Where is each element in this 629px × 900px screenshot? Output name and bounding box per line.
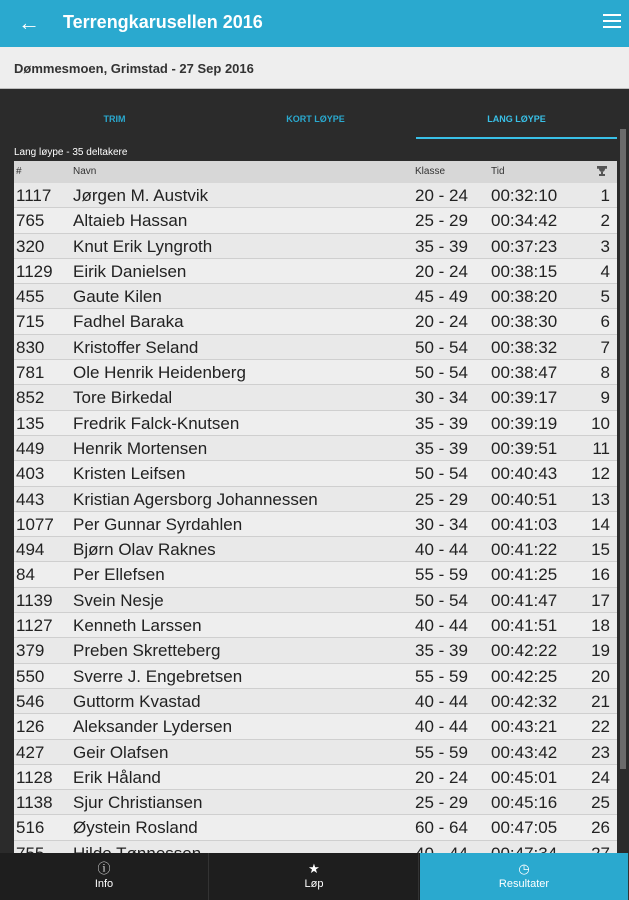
- table-row[interactable]: [14, 183, 617, 208]
- cell-name: Sjur Christiansen: [73, 793, 203, 813]
- cell-name: Erik Håland: [73, 767, 161, 787]
- cell-time: 00:41:22: [491, 540, 558, 560]
- cell-name: Sverre J. Engebretsen: [73, 666, 243, 686]
- cell-time: 00:42:25: [491, 666, 558, 686]
- cell-time: 00:43:21: [491, 717, 558, 737]
- cell-time: 00:37:23: [491, 236, 558, 256]
- cell-position: 1: [600, 186, 610, 205]
- cell-class: 50 - 54: [415, 337, 468, 357]
- cell-class: 50 - 54: [415, 363, 468, 383]
- cell-position: 25: [591, 793, 610, 813]
- cell-class: 25 - 29: [415, 793, 468, 813]
- cell-name: Kenneth Larssen: [73, 616, 202, 636]
- cell-number: 1129: [16, 261, 53, 281]
- app-bar: [0, 0, 629, 47]
- cell-number: 443: [16, 489, 45, 509]
- cell-position: 26: [591, 818, 610, 838]
- cell-number: 550: [16, 666, 45, 686]
- cell-name: Fadhel Baraka: [73, 312, 184, 332]
- cell-position: 3: [600, 236, 610, 256]
- header-time: Tid: [491, 166, 505, 177]
- cell-class: 20 - 24: [415, 767, 468, 787]
- cell-position: 4: [600, 261, 610, 281]
- clock-icon: ◷: [518, 861, 530, 876]
- cell-number: 1127: [16, 616, 53, 636]
- cell-time: 00:39:19: [491, 413, 558, 433]
- cell-position: 13: [591, 489, 610, 509]
- cell-position: 8: [600, 363, 610, 383]
- menu-icon[interactable]: [603, 14, 621, 32]
- info-icon: ⓘ: [97, 861, 111, 876]
- nav-info-label: Info: [94, 878, 114, 890]
- cell-position: 24: [591, 767, 610, 787]
- cell-class: 55 - 59: [415, 565, 468, 585]
- cell-name: Fredrik Falck-Knutsen: [73, 413, 240, 433]
- cell-name: Jørgen M. Austvik: [73, 186, 209, 205]
- table-row[interactable]: [14, 436, 617, 461]
- cell-name: Tore Birkedal: [73, 388, 173, 408]
- scrollbar[interactable]: [620, 129, 626, 769]
- cell-position: 10: [591, 413, 610, 433]
- cell-name: Guttorm Kvastad: [73, 691, 201, 711]
- cell-class: 35 - 39: [415, 236, 468, 256]
- table-row[interactable]: [14, 487, 617, 512]
- cell-time: 00:42:32: [491, 691, 558, 711]
- cell-position: 11: [592, 438, 610, 458]
- table-row[interactable]: [14, 284, 617, 309]
- cell-name: Geir Olafsen: [73, 742, 169, 762]
- cell-name: Svein Nesje: [73, 590, 164, 610]
- cell-number: 84: [16, 565, 35, 585]
- table-row[interactable]: [14, 613, 617, 638]
- participants-caption: Lang løype - 35 deltakere: [14, 147, 128, 158]
- cell-class: 35 - 39: [415, 641, 468, 661]
- course-tabs: [14, 99, 617, 139]
- cell-time: 00:41:25: [491, 565, 558, 585]
- cell-number: 1139: [16, 590, 53, 610]
- cell-time: 00:40:43: [491, 464, 558, 484]
- cell-time: 00:42:22: [491, 641, 558, 661]
- cell-number: 449: [16, 438, 45, 458]
- cell-time: 00:39:17: [491, 388, 558, 408]
- table-row[interactable]: [14, 385, 617, 410]
- cell-number: 516: [16, 818, 45, 838]
- cell-name: Eirik Danielsen: [73, 261, 187, 281]
- cell-time: 00:45:16: [491, 793, 558, 813]
- cell-position: 15: [591, 540, 610, 560]
- cell-number: 830: [16, 337, 45, 357]
- cell-number: 427: [16, 742, 45, 762]
- table-header: [14, 161, 617, 183]
- cell-name: Kristen Leifsen: [73, 464, 186, 484]
- cell-class: 40 - 44: [415, 616, 468, 636]
- header-name: Navn: [73, 166, 97, 177]
- cell-number: 379: [16, 641, 45, 661]
- cell-name: Henrik Mortensen: [73, 438, 208, 458]
- tab-trim[interactable]: TRIM: [103, 114, 126, 124]
- cell-time: 00:47:05: [491, 818, 558, 838]
- table-row[interactable]: [14, 411, 617, 436]
- app-title: Terrengkarusellen 2016: [63, 12, 263, 32]
- cell-position: 7: [600, 337, 610, 357]
- cell-position: 22: [591, 717, 610, 737]
- cell-class: 55 - 59: [415, 666, 468, 686]
- cell-time: 00:32:10: [491, 186, 558, 205]
- cell-time: 00:41:51: [491, 616, 558, 636]
- cell-class: 20 - 24: [415, 312, 468, 332]
- table-row[interactable]: [14, 562, 617, 587]
- cell-class: 40 - 44: [415, 717, 468, 737]
- cell-name: Kristian Agersborg Johannessen: [73, 489, 318, 509]
- back-arrow-icon[interactable]: ←: [18, 10, 40, 35]
- header-number: #: [16, 166, 22, 177]
- cell-number: 1138: [16, 793, 53, 813]
- table-row[interactable]: [14, 335, 617, 360]
- cell-time: 00:43:42: [491, 742, 558, 762]
- table-row[interactable]: [14, 512, 617, 537]
- nav-lop-label: Løp: [304, 878, 324, 890]
- nav-lop[interactable]: [210, 853, 419, 900]
- cell-position: 17: [591, 590, 610, 610]
- table-row[interactable]: [14, 537, 617, 562]
- cell-number: 1128: [16, 767, 53, 787]
- table-row[interactable]: [14, 360, 617, 385]
- cell-class: 20 - 24: [415, 261, 468, 281]
- tab-kort-loype[interactable]: KORT LØYPE: [286, 114, 345, 124]
- cell-position: 20: [591, 666, 610, 686]
- cell-name: Per Ellefsen: [73, 565, 165, 585]
- cell-number: 320: [16, 236, 45, 256]
- cell-time: 00:38:47: [491, 363, 558, 383]
- cell-number: 494: [16, 540, 45, 560]
- cell-class: 60 - 64: [415, 818, 468, 838]
- cell-time: 00:40:51: [491, 489, 558, 509]
- table-row[interactable]: [14, 588, 617, 613]
- cell-time: 00:38:15: [491, 261, 558, 281]
- cell-name: Kristoffer Seland: [73, 337, 199, 357]
- star-icon: ★: [308, 861, 320, 876]
- table-row[interactable]: [14, 234, 617, 259]
- cell-number: 546: [16, 691, 45, 711]
- cell-class: 55 - 59: [415, 742, 468, 762]
- cell-position: 9: [600, 388, 610, 408]
- table-row[interactable]: [14, 638, 617, 663]
- cell-position: 21: [591, 691, 610, 711]
- cell-position: 12: [591, 464, 610, 484]
- cell-time: 00:45:01: [491, 767, 558, 787]
- table-row[interactable]: [14, 664, 617, 689]
- nav-resultater[interactable]: [420, 853, 629, 900]
- table-row[interactable]: [14, 461, 617, 486]
- cell-time: 00:34:42: [491, 211, 558, 231]
- header-class: Klasse: [415, 166, 446, 177]
- cell-time: 00:38:20: [491, 287, 558, 307]
- cell-name: Per Gunnar Syrdahlen: [73, 514, 243, 534]
- cell-name: Preben Skretteberg: [73, 641, 221, 661]
- cell-name: Gaute Kilen: [73, 287, 162, 307]
- cell-number: 1077: [16, 514, 54, 534]
- cell-position: 14: [591, 514, 610, 534]
- cell-name: Bjørn Olav Raknes: [73, 540, 216, 560]
- cell-position: 18: [591, 616, 610, 636]
- table-row[interactable]: [14, 309, 617, 334]
- cell-number: 715: [16, 312, 45, 332]
- nav-resultater-label: Resultater: [498, 878, 550, 890]
- table-row[interactable]: [14, 765, 617, 790]
- cell-name: Ole Henrik Heidenberg: [73, 363, 246, 383]
- cell-position: 23: [591, 742, 610, 762]
- event-location-date: Dømmesmoen, Grimstad - 27 Sep 2016: [14, 61, 254, 76]
- cell-name: Altaieb Hassan: [73, 211, 188, 231]
- cell-position: 6: [600, 312, 610, 332]
- trophy-icon: [596, 165, 608, 177]
- table-row[interactable]: [14, 815, 617, 840]
- cell-class: 40 - 44: [415, 540, 468, 560]
- cell-class: 30 - 34: [415, 388, 468, 408]
- cell-time: 00:39:51: [491, 438, 558, 458]
- cell-class: 45 - 49: [415, 287, 468, 307]
- cell-number: 781: [16, 363, 45, 383]
- table-row[interactable]: [14, 208, 617, 233]
- cell-number: 403: [16, 464, 45, 484]
- cell-name: Øystein Rosland: [73, 818, 198, 838]
- table-body: [14, 183, 617, 866]
- table-row[interactable]: [14, 790, 617, 815]
- cell-class: 25 - 29: [415, 211, 468, 231]
- tab-lang-loype[interactable]: LANG LØYPE: [416, 99, 617, 139]
- cell-class: 25 - 29: [415, 489, 468, 509]
- cell-class: 30 - 34: [415, 514, 468, 534]
- cell-position: 16: [591, 565, 610, 585]
- cell-time: 00:38:32: [491, 337, 558, 357]
- table-row[interactable]: [14, 740, 617, 765]
- cell-number: 852: [16, 388, 45, 408]
- table-row[interactable]: [14, 689, 617, 714]
- cell-number: 455: [16, 287, 45, 307]
- cell-class: 35 - 39: [415, 413, 468, 433]
- cell-number: 1117: [16, 186, 52, 205]
- cell-time: 00:41:03: [491, 514, 558, 534]
- results-content: [0, 89, 629, 853]
- cell-number: 126: [16, 717, 45, 737]
- cell-class: 50 - 54: [415, 590, 468, 610]
- cell-number: 135: [16, 413, 45, 433]
- cell-position: 5: [600, 287, 610, 307]
- cell-time: 00:41:47: [491, 590, 558, 610]
- cell-name: Knut Erik Lyngroth: [73, 236, 213, 256]
- cell-class: 50 - 54: [415, 464, 468, 484]
- cell-position: 19: [591, 641, 610, 661]
- cell-class: 40 - 44: [415, 691, 468, 711]
- cell-time: 00:38:30: [491, 312, 558, 332]
- location-bar: [0, 47, 629, 89]
- bottom-nav: [0, 853, 629, 900]
- cell-position: 2: [600, 211, 610, 231]
- table-row[interactable]: [14, 714, 617, 739]
- cell-name: Aleksander Lydersen: [73, 717, 233, 737]
- cell-number: 765: [16, 211, 45, 231]
- results-table: [14, 161, 617, 866]
- cell-class: 35 - 39: [415, 438, 468, 458]
- nav-info[interactable]: [0, 853, 209, 900]
- cell-class: 20 - 24: [415, 186, 468, 205]
- table-row[interactable]: [14, 259, 617, 284]
